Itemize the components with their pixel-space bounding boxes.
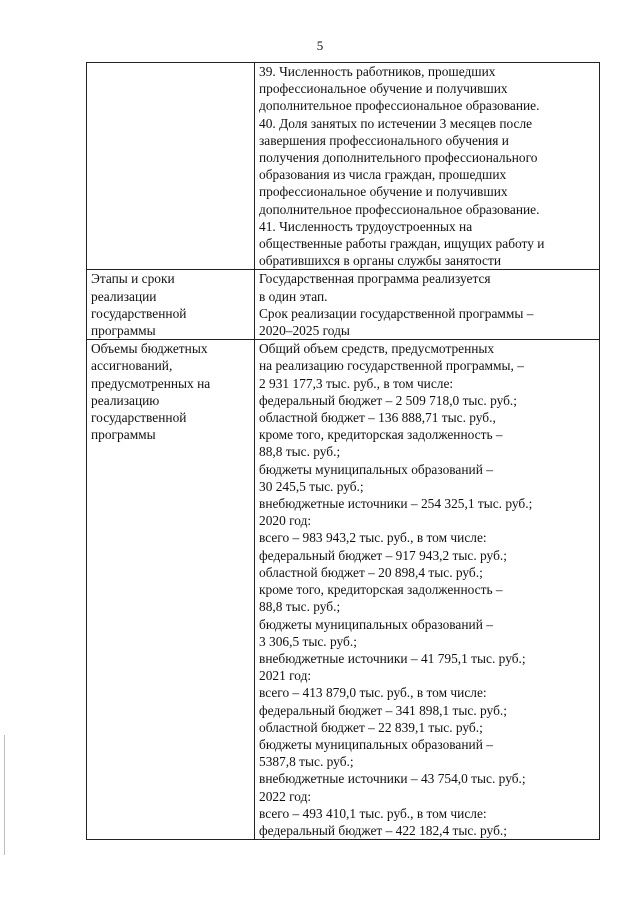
content-line: 2020–2025 годы [259,323,350,339]
content-line: в один этап. [259,288,328,304]
label-line: реализацию [91,392,160,408]
program-passport-table [86,62,600,840]
content-line: Государственная программа реализуется [259,271,491,287]
content-line: внебюджетные источники – 43 754,0 тыс. руб.; [259,771,526,787]
label-line: Объемы бюджетных [91,341,208,357]
content-line: профессиональное обучение и получивших [259,184,508,200]
label-line: Этапы и сроки [91,271,175,287]
content-line: всего – 983 943,2 тыс. руб., в том числе: [259,530,487,546]
content-line: получения дополнительного профессионального [259,150,538,166]
content-line: 40. Доля занятых по истечении 3 месяцев после [259,115,533,131]
content-line: 88,8 тыс. руб.; [259,444,341,460]
content-line: федеральный бюджет – 341 898,1 тыс. руб.; [259,702,507,718]
row-content-cell [255,340,600,840]
content-line: кроме того, кредиторская задолженность – [259,427,503,443]
content-line: дополнительное профессиональное образование. [259,201,540,217]
content-line: федеральный бюджет – 422 182,4 тыс. руб.; [259,822,507,838]
label-line: предусмотренных на [91,375,211,391]
content-line: дополнительное профессиональное образование. [259,98,540,114]
table-row [87,340,600,840]
label-line: ассигнований, [91,358,173,374]
content-line: 88,8 тыс. руб.; [259,599,341,615]
label-line: государственной [91,305,187,321]
content-line: профессиональное обучение и получивших [259,81,508,97]
content-line: внебюджетные источники – 41 795,1 тыс. руб.; [259,650,526,666]
row-label-cell [87,340,255,840]
row-content-cell [255,270,600,340]
content-line: 2021 год: [259,668,312,684]
content-line: кроме того, кредиторская задолженность – [259,582,503,598]
content-line: на реализацию государственной программы, – [259,358,524,374]
content-line: 39. Численность работников, прошедших [259,64,496,79]
content-line: федеральный бюджет – 917 943,2 тыс. руб.; [259,547,507,563]
content-line: завершения профессионального обучения и [259,132,509,148]
scan-edge-mark [4,735,5,855]
page-number: 5 [316,38,324,53]
content-line: областной бюджет – 136 888,71 тыс. руб., [259,410,496,426]
content-line: общественные работы граждан, ищущих работу и [259,236,545,252]
table-row [87,63,600,270]
content-line: 30 245,5 тыс. руб.; [259,478,364,494]
content-line: внебюджетные источники – 254 325,1 тыс. руб.; [259,496,533,512]
content-line: 5387,8 тыс. руб.; [259,754,354,770]
content-line: 2020 год: [259,513,312,529]
row-content-cell [255,63,600,270]
content-line: всего – 413 879,0 тыс. руб., в том числе: [259,685,487,701]
content-line: образования из числа граждан, прошедших [259,167,507,183]
content-line: бюджеты муниципальных образований – [259,461,493,477]
label-line: программы [91,323,156,339]
content-line: обратившихся в органы службы занятости [259,253,501,269]
content-line: 41. Численность трудоустроенных на [259,218,473,234]
content-line: 2022 год: [259,788,312,804]
content-line: бюджеты муниципальных образований – [259,616,493,632]
content-line: всего – 493 410,1 тыс. руб., в том числе: [259,805,487,821]
row-label-cell [87,270,255,340]
label-line: государственной [91,410,187,426]
content-line: бюджеты муниципальных образований – [259,736,493,752]
table-row [87,270,600,340]
content-line: 3 306,5 тыс. руб.; [259,633,357,649]
content-line: Общий объем средств, предусмотренных [259,341,495,357]
label-line: программы [91,427,156,443]
content-line: Срок реализации государственной программы – [259,305,534,321]
content-line: областной бюджет – 22 839,1 тыс. руб.; [259,719,483,735]
label-line: реализации [91,288,157,304]
content-line: 2 931 177,3 тыс. руб., в том числе: [259,375,454,391]
content-line: областной бюджет – 20 898,4 тыс. руб.; [259,564,483,580]
content-line: федеральный бюджет – 2 509 718,0 тыс. руб.; [259,392,517,408]
row-label-cell [87,63,255,270]
